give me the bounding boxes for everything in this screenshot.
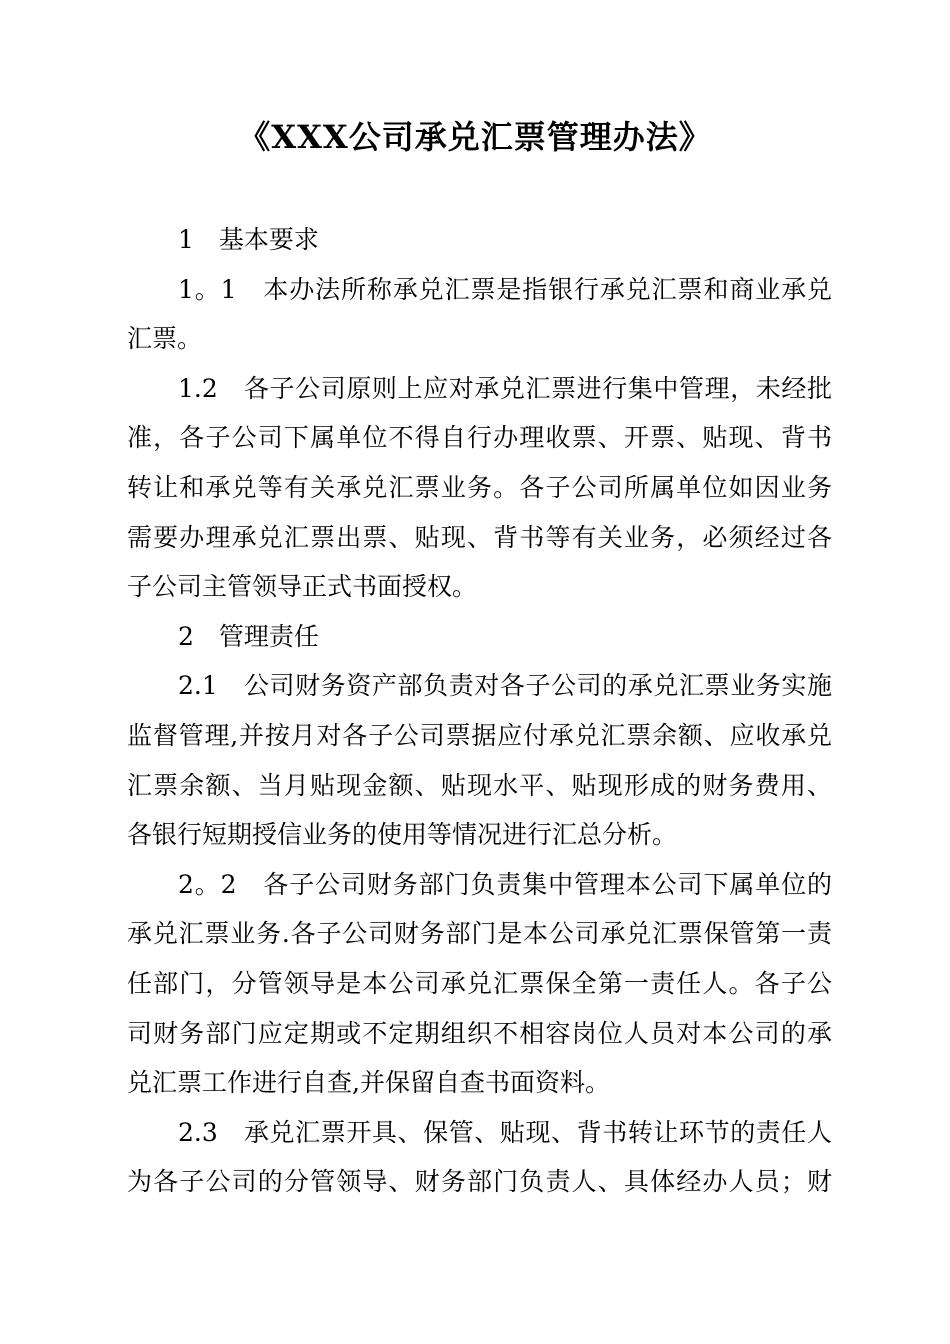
paragraph-1-2-line: 需要办理承兑汇票出票、贴现、背书等有关业务，必须经过各: [127, 522, 832, 552]
paragraph-2-2-line: 2。2 各子公司财务部门负责集中管理本公司下属单位的: [178, 869, 832, 899]
paragraph-2-2-line: 司财务部门应定期或不定期组织不相容岗位人员对本公司的承: [127, 1018, 832, 1048]
paragraph-1-2-line: 准，各子公司下属单位不得自行办理收票、开票、贴现、背书: [127, 423, 832, 453]
paragraph-2-3-line: 为各子公司的分管领导、财务部门负责人、具体经办人员；财: [127, 1167, 832, 1197]
paragraph-1-2-line: 子公司主管领导正式书面授权。: [127, 572, 478, 602]
paragraph-2-1-line: 监督管理,并按月对各子公司票据应付承兑汇票余额、应收承兑: [127, 720, 832, 750]
paragraph-2-1-line: 各银行短期授信业务的使用等情况进行汇总分析。: [127, 820, 678, 850]
document-body: [127, 215, 832, 1207]
paragraph-1-1-line: 汇票。: [127, 324, 203, 354]
section-heading-1: 1 基本要求: [178, 225, 319, 254]
paragraph-2-1-line: 2.1 公司财务资产部负责对各子公司的承兑汇票业务实施: [178, 671, 832, 701]
section-heading-2: 2 管理责任: [178, 621, 319, 651]
paragraph-2-2-line: 任部门，分管领导是本公司承兑汇票保全第一责任人。各子公: [127, 968, 832, 998]
paragraph-2-1-line: 汇票余额、当月贴现金额、贴现水平、贴现形成的财务费用、: [127, 770, 832, 800]
paragraph-1-1-line: 1。1 本办法所称承兑汇票是指银行承兑汇票和商业承兑: [178, 274, 832, 304]
document-title: 《XXX公司承兑汇票管理办法》: [238, 118, 712, 156]
paragraph-1-2-line: 转让和承兑等有关承兑汇票业务。各子公司所属单位如因业务: [127, 472, 832, 502]
paragraph-2-2-line: 承兑汇票业务.各子公司财务部门是本公司承兑汇票保管第一责: [127, 919, 832, 949]
paragraph-2-3-line: 2.3 承兑汇票开具、保管、贴现、背书转让环节的责任人: [178, 1117, 832, 1147]
paragraph-1-2-line: 1.2 各子公司原则上应对承兑汇票进行集中管理，未经批: [178, 373, 832, 403]
paragraph-2-2-line: 兑汇票工作进行自查,并保留自查书面资料。: [127, 1068, 610, 1098]
